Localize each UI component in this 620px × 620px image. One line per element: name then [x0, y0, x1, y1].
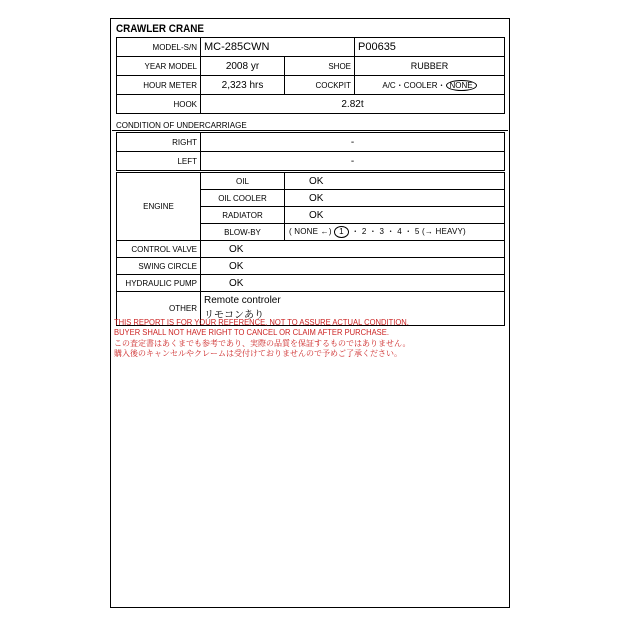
control-valve-label: CONTROL VALVE — [117, 241, 201, 258]
machine-info-table — [116, 37, 505, 114]
other-line-2: リモコンあり — [204, 310, 264, 321]
year-model-value: 2008 yr — [201, 57, 285, 76]
oil-label: OIL — [201, 173, 285, 190]
document-title: CRAWLER CRANE — [116, 23, 205, 35]
hydraulic-pump-label: HYDRAULIC PUMP — [117, 275, 201, 292]
disclaimer-line-3: この査定書はあくまでも参考であり、実際の品質を保証するものではありません。 — [114, 339, 411, 348]
oil-cooler-value: OK — [285, 190, 505, 207]
left-label: LEFT — [117, 152, 201, 171]
table-row — [117, 275, 505, 292]
right-label: RIGHT — [117, 133, 201, 152]
model-value: MC-285CWN — [201, 38, 355, 57]
table-row — [117, 95, 505, 114]
hour-meter-value: 2,323 hrs — [201, 76, 285, 95]
table-row — [117, 173, 505, 190]
swing-circle-label: SWING CIRCLE — [117, 258, 201, 275]
table-row — [117, 133, 505, 152]
cockpit-options: A/C・COOLER・ — [382, 80, 446, 90]
swing-circle-value: OK — [201, 258, 505, 275]
disclaimer-line-1: THIS REPORT IS FOR YOUR REFERENCE, NOT TO ASSURE ACTUAL CONDITION. — [114, 318, 409, 327]
control-valve-value: OK — [201, 241, 505, 258]
year-model-label: YEAR MODEL — [117, 57, 201, 76]
blowby-label: BLOW-BY — [201, 224, 285, 241]
disclaimer-line-2: BUYER SHALL NOT HAVE RIGHT TO CANCEL OR CLAIM AFTER PURCHASE. — [114, 328, 389, 337]
cockpit-selected-circle: NONE — [446, 80, 477, 91]
left-value: - — [201, 152, 505, 171]
hook-label: HOOK — [117, 95, 201, 114]
radiator-value: OK — [285, 207, 505, 224]
right-value: - — [201, 133, 505, 152]
table-row — [117, 76, 505, 95]
radiator-label: RADIATOR — [201, 207, 285, 224]
blowby-suffix: ・ 2 ・ 3 ・ 4 ・ 5 (→ HEAVY) — [351, 227, 466, 236]
cockpit-value — [355, 76, 505, 95]
undercarriage-section-title: CONDITION OF UNDERCARRIAGE — [116, 121, 247, 130]
table-row — [117, 241, 505, 258]
cockpit-label: COCKPIT — [285, 76, 355, 95]
serial-value: P00635 — [355, 38, 505, 57]
table-row — [117, 258, 505, 275]
other-label: OTHER — [117, 292, 201, 326]
hour-meter-label: HOUR METER — [117, 76, 201, 95]
shoe-label: SHOE — [285, 57, 355, 76]
blowby-prefix: ( NONE ←) — [289, 227, 332, 236]
table-row — [117, 38, 505, 57]
other-line-1: Remote controler — [204, 295, 281, 306]
undercarriage-table — [116, 132, 505, 171]
hydraulic-pump-value: OK — [201, 275, 505, 292]
oil-cooler-label: OIL COOLER — [201, 190, 285, 207]
blowby-selected-circle: 1 — [334, 226, 349, 238]
model-sn-label: MODEL-S/N — [117, 38, 201, 57]
table-row — [117, 152, 505, 171]
hook-value: 2.82t — [201, 95, 505, 114]
disclaimer-line-4: 購入後のキャンセルやクレームは受付けておりませんので予めご了承ください。 — [114, 349, 402, 358]
section-divider — [112, 130, 508, 131]
blowby-scale — [285, 224, 505, 241]
engine-label: ENGINE — [117, 173, 201, 241]
shoe-value: RUBBER — [355, 57, 505, 76]
table-row — [117, 57, 505, 76]
oil-value: OK — [285, 173, 505, 190]
engine-condition-table — [116, 172, 505, 326]
